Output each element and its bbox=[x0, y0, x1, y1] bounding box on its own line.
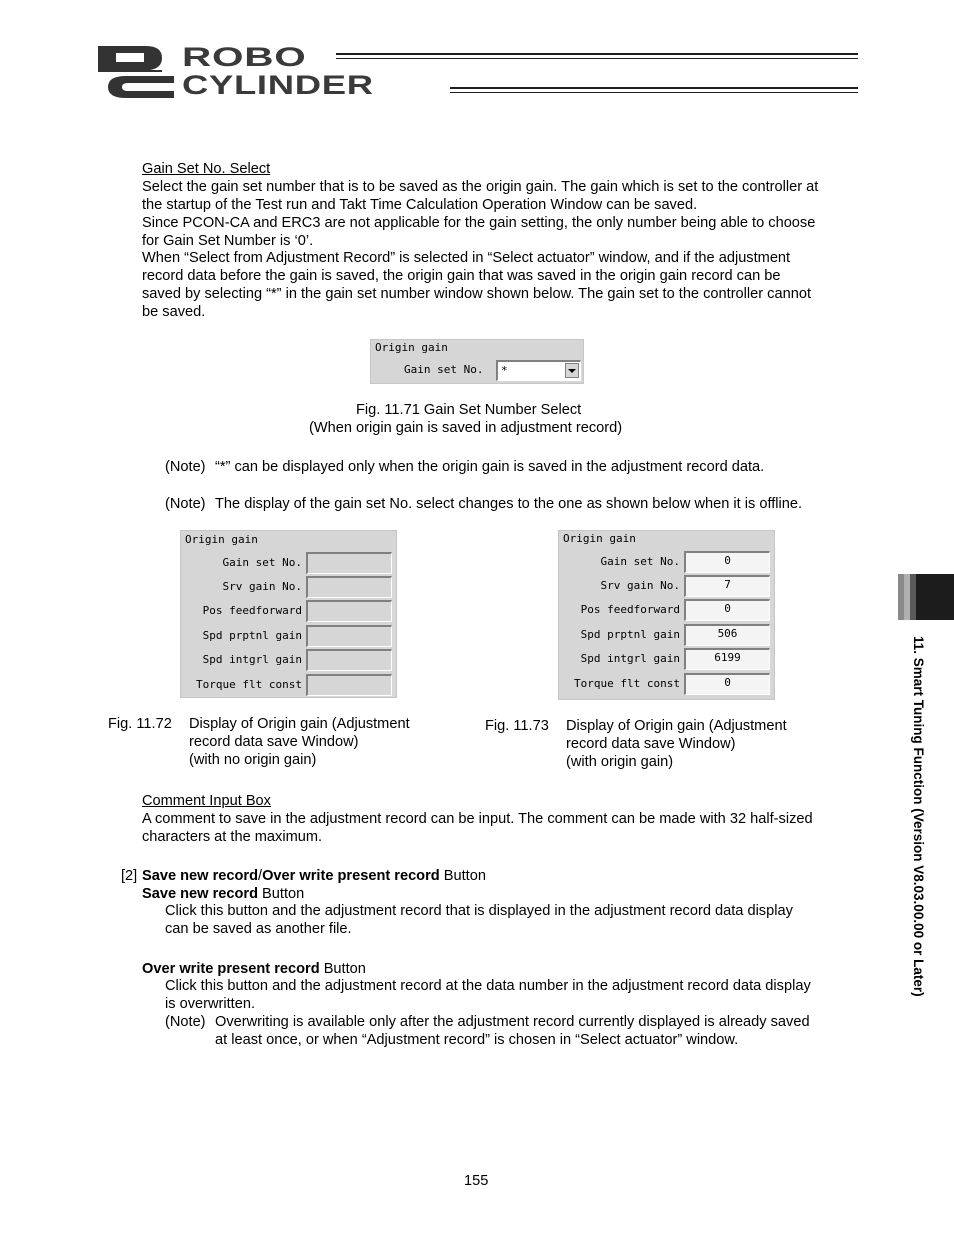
origin-gain-panel-empty bbox=[180, 530, 397, 698]
paragraph-line: is overwritten. bbox=[165, 996, 256, 1012]
panel-title: Origin gain bbox=[563, 532, 636, 545]
logo-text-robo: ROBO bbox=[182, 42, 307, 72]
dropdown-value: * bbox=[501, 364, 508, 377]
robo-cylinder-logo bbox=[96, 44, 858, 100]
heading-slash: / bbox=[258, 868, 263, 884]
row-label: Torque flt const bbox=[196, 678, 302, 691]
row-label: Spd intgrl gain bbox=[202, 653, 302, 666]
value-field: 6199 bbox=[684, 648, 770, 670]
paragraph-line: be saved. bbox=[142, 304, 206, 320]
heading-bold: Over write present record bbox=[262, 868, 440, 884]
section3-number: [2] bbox=[121, 868, 138, 884]
paragraph-line: for Gain Set Number is ‘0’. bbox=[142, 233, 314, 249]
chapter-side-tab bbox=[898, 574, 954, 620]
rc-mark-icon bbox=[96, 44, 180, 100]
heading-suffix: Button bbox=[258, 886, 305, 902]
row-label: Gain set No. bbox=[222, 556, 302, 569]
row-label: Gain set No. bbox=[600, 555, 680, 568]
paragraph-line: saved by selecting “*” in the gain set number window shown below. The gain set to the controller cannot bbox=[142, 286, 811, 302]
heading-bold: Over write present record bbox=[142, 961, 320, 977]
save-new-record-heading bbox=[142, 885, 304, 903]
value-field: 0 bbox=[684, 673, 770, 695]
paragraph-line: Select the gain set number that is to be saved as the origin gain. The gain which is set to the controller at bbox=[142, 179, 819, 195]
origin-gain-panel-filled bbox=[558, 530, 775, 700]
logo-text-cylinder: CYLINDER bbox=[182, 70, 374, 100]
paragraph-line: When “Select from Adjustment Record” is selected in “Select actuator” window, and if the adjustment bbox=[142, 250, 791, 266]
note-tag: (Note) bbox=[165, 1014, 206, 1030]
header-rule-top-thin bbox=[336, 58, 858, 59]
value-field: 7 bbox=[684, 575, 770, 597]
row-label: Spd intgrl gain bbox=[580, 652, 680, 665]
note-text: Overwriting is available only after the adjustment record currently displayed is already saved bbox=[215, 1014, 810, 1030]
note-text: at least once, or when “Adjustment record” is chosen in “Select actuator” window. bbox=[215, 1032, 739, 1048]
panel-title: Origin gain bbox=[185, 533, 258, 546]
chevron-down-icon[interactable] bbox=[565, 363, 579, 378]
gain-set-heading: Gain Set No. Select bbox=[142, 161, 271, 177]
heading-suffix: Button bbox=[319, 961, 366, 977]
value-field: 0 bbox=[684, 551, 770, 573]
heading-suffix: Button bbox=[439, 868, 486, 884]
fig71-caption: Fig. 11.71 Gain Set Number Select bbox=[356, 402, 582, 418]
page-number: 155 bbox=[464, 1173, 489, 1189]
row-label: Pos feedforward bbox=[202, 604, 302, 617]
row-label: Pos feedforward bbox=[580, 603, 680, 616]
comment-input-heading: Comment Input Box bbox=[142, 793, 271, 809]
value-field: 506 bbox=[684, 624, 770, 646]
header-rule-top bbox=[336, 53, 858, 55]
row-label: Spd prptnl gain bbox=[202, 629, 302, 642]
header-rule-bottom-thin bbox=[450, 92, 858, 93]
fig72-caption-line: (with no origin gain) bbox=[189, 752, 317, 768]
paragraph-line: A comment to save in the adjustment record can be input. The comment can be made with 32 half-sized bbox=[142, 811, 813, 827]
fig72-caption-line: Display of Origin gain (Adjustment bbox=[189, 716, 410, 732]
value-field: 0 bbox=[684, 599, 770, 621]
paragraph-line: Click this button and the adjustment record that is displayed in the adjustment record data display bbox=[165, 903, 793, 919]
fig73-caption-line: (with origin gain) bbox=[566, 754, 674, 770]
heading-bold: Save new record bbox=[142, 868, 258, 884]
paragraph-line: record data before the gain is saved, the origin gain that was saved in the origin gain record can be bbox=[142, 268, 781, 284]
section3-heading bbox=[142, 867, 486, 885]
note-text: “*” can be displayed only when the origin gain is saved in the adjustment record data. bbox=[215, 459, 765, 475]
value-field bbox=[306, 649, 392, 671]
fig73-caption-line: Display of Origin gain (Adjustment bbox=[566, 718, 787, 734]
note-text: The display of the gain set No. select changes to the one as shown below when it is offline. bbox=[215, 496, 803, 512]
panel-title: Origin gain bbox=[375, 341, 448, 354]
row-label: Torque flt const bbox=[574, 677, 680, 690]
paragraph-line: Click this button and the adjustment record at the data number in the adjustment record data display bbox=[165, 978, 811, 994]
value-field bbox=[306, 552, 392, 574]
header-rule-bottom bbox=[450, 87, 858, 89]
value-field bbox=[306, 600, 392, 622]
row-label: Srv gain No. bbox=[222, 580, 302, 593]
note-tag: (Note) bbox=[165, 496, 206, 512]
over-write-record-heading bbox=[142, 960, 366, 978]
fig72-caption-number: Fig. 11.72 bbox=[108, 716, 172, 732]
paragraph-line: Since PCON-CA and ERC3 are not applicable for the gain setting, the only number being able to choose bbox=[142, 215, 816, 231]
heading-bold: Save new record bbox=[142, 886, 258, 902]
fig71-caption-sub: (When origin gain is saved in adjustment record) bbox=[309, 420, 623, 436]
paragraph-line: can be saved as another file. bbox=[165, 921, 352, 937]
fig73-caption-number: Fig. 11.73 bbox=[485, 718, 549, 734]
value-field bbox=[306, 576, 392, 598]
paragraph-line: the startup of the Test run and Takt Time Calculation Operation Window can be saved. bbox=[142, 197, 698, 213]
fig72-caption-line: record data save Window) bbox=[189, 734, 359, 750]
row-label: Srv gain No. bbox=[600, 579, 680, 592]
chapter-side-title: 11. Smart Tuning Function (Version V8.03.00.00 or Later) bbox=[911, 636, 926, 997]
value-field bbox=[306, 674, 392, 696]
gain-set-dropdown[interactable] bbox=[496, 360, 581, 381]
gain-set-label: Gain set No. bbox=[404, 363, 484, 376]
value-field bbox=[306, 625, 392, 647]
origin-gain-select-panel bbox=[370, 339, 584, 384]
row-label: Spd prptnl gain bbox=[580, 628, 680, 641]
paragraph-line: characters at the maximum. bbox=[142, 829, 323, 845]
fig73-caption-line: record data save Window) bbox=[566, 736, 736, 752]
note-tag: (Note) bbox=[165, 459, 206, 475]
